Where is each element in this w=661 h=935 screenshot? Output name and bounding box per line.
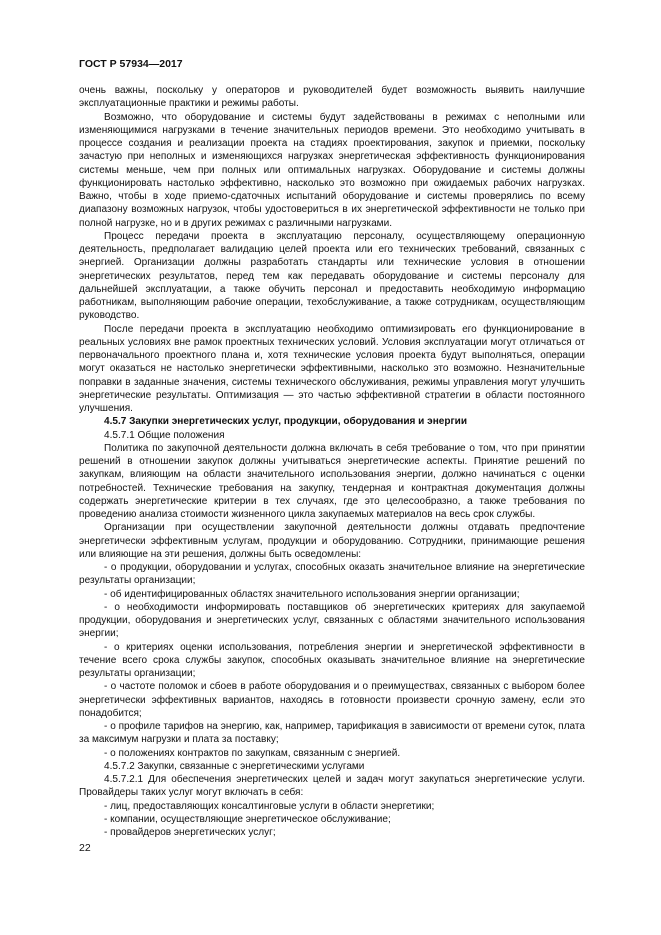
document-header: ГОСТ Р 57934—2017 bbox=[79, 58, 183, 70]
list-item: - о продукции, оборудовании и услугах, способных оказать значительное влияние на энергетические результаты организации; bbox=[79, 562, 585, 587]
list-item: - о критериях оценки использования, потребления энергии и энергетической эффективности в течение всего срока службы закупок, способных оказывать значительное влияние на энергетические результаты организации; bbox=[79, 641, 585, 679]
list-item: - о положениях контрактов по закупкам, связанным с энергией. bbox=[104, 747, 401, 759]
page-number: 22 bbox=[79, 842, 91, 854]
subsection-heading: 4.5.7.1 Общие положения bbox=[104, 429, 225, 441]
list-item: - об идентифицированных областях значительного использования энергии организации; bbox=[104, 588, 520, 600]
paragraph: Возможно, что оборудование и системы будут задействованы в режимах с неполными или изменяющимися нагрузками в течение значительных периодов времени. Это необходимо учитывать в процессе создания и реализации проекта на стадиях проектирования, закупок и приемки, поскольку зачастую при неполных и изменяющихся нагрузках энергетическая эффективность функционирования системы меньше, чем при полных или оптимальных нагрузках. Оборудование и системы должны функционировать настолько эффективно, насколько это возможно при ожидаемых рабочих нагрузках. Важно, чтобы в ходе приемо-сдаточных испытаний оборудование и системы проверялись по всему диапазону возможных нагрузок, чтобы удостовериться в их энергетической эффективности не только при полной нагрузке, но и в других режимах с различными нагрузками. bbox=[79, 111, 585, 229]
document-body bbox=[79, 84, 585, 839]
list-item: - лиц, предоставляющих консалтинговые услуги в области энергетики; bbox=[104, 800, 435, 812]
list-item: - о необходимости информировать поставщиков об энергетических критериях для закупаемой продукции, оборудования и энергетических услуг, связанных с областями значительного использования энергии; bbox=[79, 601, 585, 640]
list-item: - провайдеров энергетических услуг; bbox=[104, 827, 276, 838]
list-item: - о частоте поломок и сбоев в работе оборудования и о преимуществах, связанных с выбором более энергетически эффективных вариантов, находясь в готовности произвести срочную замену, если это понадобится; bbox=[79, 681, 585, 719]
paragraph: 4.5.7.2.1 Для обеспечения энергетических целей и задач могут закупаться энергетические услуги. Провайдеры таких услуг могут включать в себя: bbox=[79, 774, 585, 799]
paragraph: Процесс передачи проекта в эксплуатацию персоналу, осуществляющему операционную деятельность, предполагает валидацию целей проекта или его технических требований, связанных с энергией. Организации должны разработать стандарты или технические условия в отношении энергетических результатов, перед тем как передавать оборудование и системы персоналу для дальнейшей эксплуатации, а также обучить персонал и предоставить необходимую информацию работникам, выполняющим рабочие операции, техобслуживание, а также сотрудникам, осуществляющим руководство. bbox=[79, 230, 585, 322]
subsection-heading: 4.5.7.2 Закупки, связанные с энергетическими услугами bbox=[104, 760, 365, 772]
list-item: - компании, осуществляющие энергетическое обслуживание; bbox=[104, 813, 391, 825]
paragraph: После передачи проекта в эксплуатацию необходимо оптимизировать его функционирование в реальных условиях вне рамок проектных технических условий. Условия эксплуатации могут отличаться от первоначального проектного плана и, хотя технические условия проекта будут выполняться, операции могут оказаться не настолько энергетически эффективными, насколько это возможно. Незначительные поправки в заданные значения, системы технического обслуживания, режимы управления могут улучшить энергетические результаты. Оптимизация — это частью эффективной стратегии в области постоянного улучшения. bbox=[79, 323, 585, 414]
paragraph: очень важны, поскольку у операторов и руководителей будет возможность выявить наилучшие эксплуатационные практики и режимы работы. bbox=[79, 85, 585, 110]
paragraph: Политика по закупочной деятельности должна включать в себя требование о том, что при принятии решений в отношении закупок должны учитываться энергетические аспекты. Принятие решений по закупкам, влияющим на области значительного использования энергии, должно начинаться с оценки потребностей. Технические требования на закупку, тендерная и контрактная документация должны содержать энергетические критерии в тех случаях, где это целесообразно, а также требования по проведению анализа стоимости жизненного цикла закупаемых материалов на весь срок службы. bbox=[79, 442, 585, 520]
paragraph: Организации при осуществлении закупочной деятельности должны отдавать предпочтение энергетически эффективным услугам, продукции и оборудованию. Сотрудники, принимающие решения или влияющие на эти решения, должны быть осведомлены: bbox=[79, 522, 585, 560]
section-heading: 4.5.7 Закупки энергетических услуг, продукции, оборудования и энергии bbox=[104, 416, 468, 428]
list-item: - о профиле тарифов на энергию, как, например, тарификация в зависимости от времени суток, плата за максимум нагрузки и плата за поставку; bbox=[79, 721, 585, 746]
